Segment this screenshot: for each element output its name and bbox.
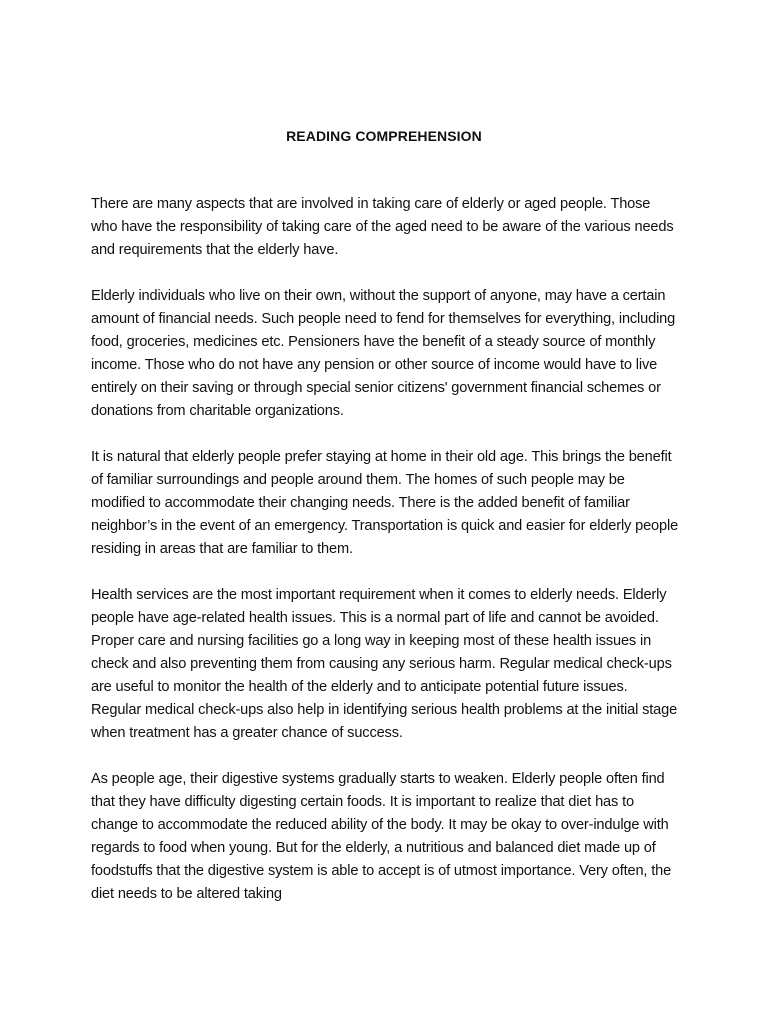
paragraph-digestive-systems: As people age, their digestive systems gradually starts to weaken. Elderly people often find that they have difficulty digesting certain foods. It is important to realize that diet has to change to accommodate the reduced ability of the body. It may be okay to over-indulge with regards to food when young. But for the elderly, a nutritious and balanced diet made up of foodstuffs that the digestive system is able to accept is of utmost importance. Very often, the diet needs to be altered taking bbox=[91, 771, 672, 902]
document-title: READING COMPREHENSION bbox=[286, 128, 482, 144]
paragraph-financial-needs: Elderly individuals who live on their own, without the support of anyone, may have a certain amount of financial needs. Such people need to fend for themselves for everything, including food, groceries, medicines etc. Pensioners have the benefit of a steady source of monthly income. Those who do not have any pension or other source of income would have to live entirely on their saving or through special senior citizens' government financial schemes or donations from charitable organizations. bbox=[91, 288, 676, 419]
paragraph-health-services: Health services are the most important requirement when it comes to elderly needs. Elderly people have age-related health issues. This is a normal part of life and cannot be avoided. Proper care and nursing facilities go a long way in keeping most of these health issues in check and also preventing them from causing any serious harm. Regular medical check-ups are useful to monitor the health of the elderly and to anticipate potential future issues. Regular medical check-ups also help in identifying serious health problems at the initial stage when treatment has a greater chance of success. bbox=[91, 587, 678, 741]
paragraph-staying-home: It is natural that elderly people prefer staying at home in their old age. This brings the benefit of familiar surroundings and people around them. The homes of such people may be modified to accommodate their changing needs. There is the added benefit of familiar neighbor’s in the event of an emergency. Transportation is quick and easier for elderly people residing in areas that are familiar to them. bbox=[91, 449, 679, 557]
document-body bbox=[91, 193, 679, 929]
paragraph-intro: There are many aspects that are involved in taking care of elderly or aged people. Those who have the responsibility of taking care of the aged need to be aware of the various needs and requirements that the elderly have. bbox=[91, 196, 674, 258]
